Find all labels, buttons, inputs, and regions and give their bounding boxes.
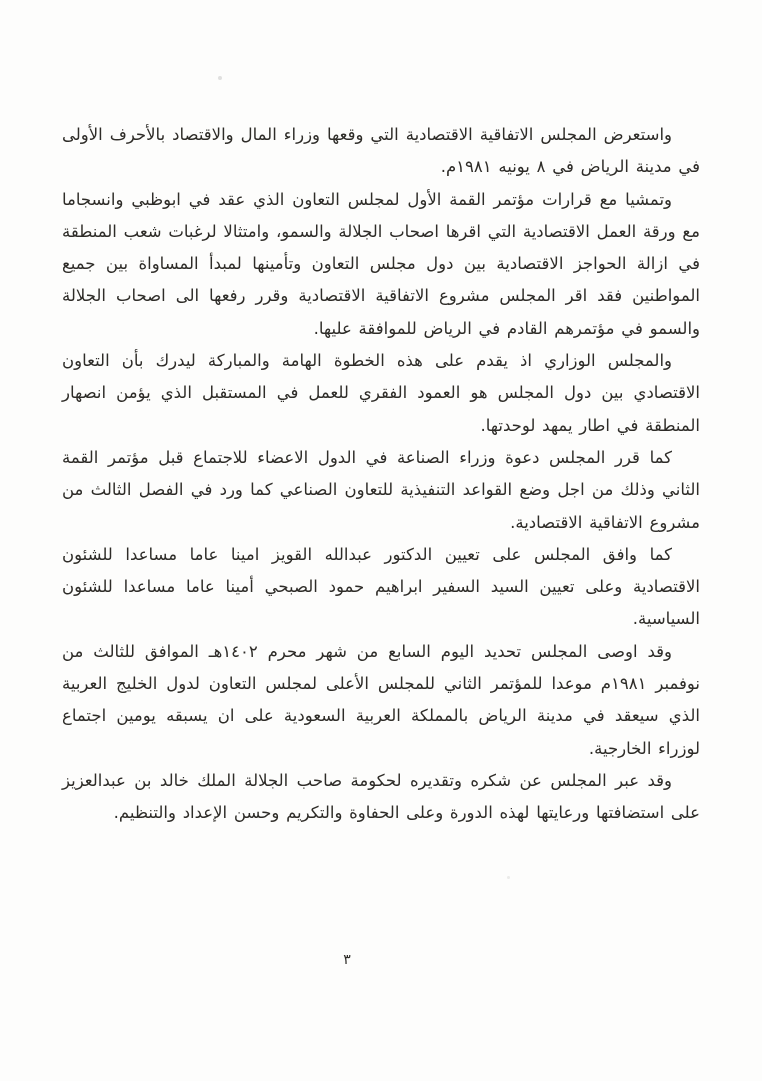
paragraph-second-summit-date: وقد اوصى المجلس تحديد اليوم السابع من شهر محرم ١٤٠٢هـ الموافق للثالث من نوفمبر ١٩٨١م موعدا للمؤتمر الثاني للمجلس الأعلى لمجلس التعاون لدول الخليج العربية الذي سيعقد في مدينة الرياض بالمملكة العربية السعودية على ان يسبقه يومين اجتماع لوزراء الخارجية.: [62, 641, 700, 758]
paragraph-appointments: كما وافق المجلس على تعيين الدكتور عبدالله القويز امينا عاما مساعدا للشئون الاقتصادية وعلى تعيين السيد السفير ابراهيم حمود الصبحي أمينا عاما مساعدا للشئون السياسية.: [62, 544, 700, 629]
paragraph-thanks-to-host: وقد عبر المجلس عن شكره وتقديره لحكومة صاحب الجلالة الملك خالد بن عبدالعزيز على استضافتها ورعايتها لهذه الدورة وعلى الحفاوة والتكريم وحسن الإعداد والتنظيم.: [62, 770, 700, 823]
scan-artifact-speck: [507, 876, 510, 879]
paragraph-summit-resolutions: وتمشيا مع قرارات مؤتمر القمة الأول لمجلس التعاون الذي عقد في ابوظبي وانسجاما مع ورقة العمل الاقتصادية التي اقرها اصحاب الجلالة والسمو، وامتثالا لرغبات شعب المنطقة في ازالة الحواجز الاقتصادية بين دول مجلس التعاون وتأمينها لمبدأ المساواة بين جميع المواطنين فقد اقر المجلس مشروع الاتفاقية الاقتصادية وقرر رفعها الى اصحاب الجلالة والسمو في مؤتمرهم القادم في الرياض للموافقة عليها.: [62, 189, 700, 338]
document-body-text: [62, 119, 700, 830]
paragraph-initialing-agreement: واستعرض المجلس الاتفاقية الاقتصادية التي وقعها وزراء المال والاقتصاد بالأحرف الأولى في مدينة الرياض في ٨ يونيه ١٩٨١م.: [62, 125, 700, 177]
paragraph-industry-ministers-meeting: كما قرر المجلس دعوة وزراء الصناعة في الدول الاعضاء للاجتماع قبل مؤتمر القمة الثاني وذلك من اجل وضع القواعد التنفيذية للتعاون الصناعي كما ورد في الفصل الثالث من مشروع الاتفاقية الاقتصادية.: [62, 447, 700, 532]
page-number: ٣: [343, 952, 351, 968]
scan-artifact-speck: [218, 76, 222, 80]
paragraph-ministerial-council-step: والمجلس الوزاري اذ يقدم على هذه الخطوة الهامة والمباركة ليدرك بأن التعاون الاقتصادي بين دول المجلس هو العمود الفقري للعمل في المستقبل الذي يؤمن انصهار المنطقة في اطار يمهد لوحدتها.: [62, 351, 700, 435]
